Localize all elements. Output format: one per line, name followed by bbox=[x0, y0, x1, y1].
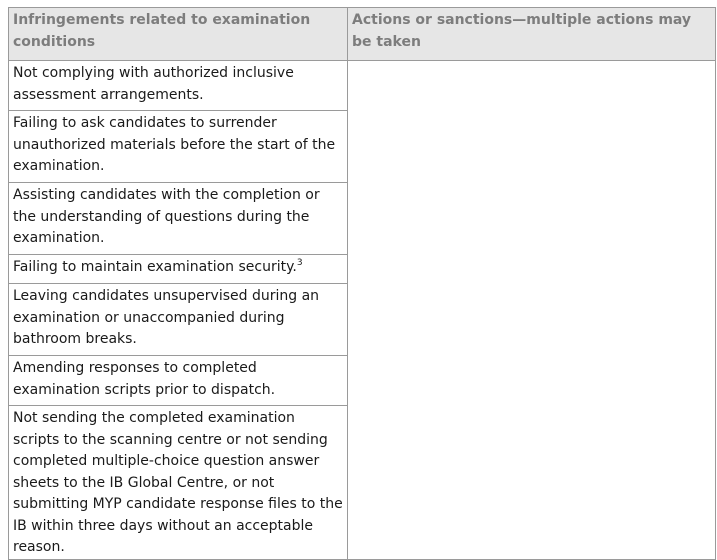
infringement-cell: Failing to ask candidates to surrender unauthorized materials before the start of the examination. bbox=[9, 111, 348, 183]
infringement-cell bbox=[9, 255, 348, 284]
infringement-cell: Assisting candidates with the completion or the understanding of questions during the examination. bbox=[9, 183, 348, 255]
infringement-cell: Amending responses to completed examination scripts prior to dispatch. bbox=[9, 356, 348, 406]
infringement-cell: Leaving candidates unsupervised during an examination or unaccompanied during bathroom breaks. bbox=[9, 284, 348, 356]
table-header-row bbox=[9, 8, 716, 61]
infringement-cell: Not complying with authorized inclusive assessment arrangements. bbox=[9, 61, 348, 111]
infringement-cell: Not sending the completed examination scripts to the scanning centre or not sending completed multiple-choice question answer sheets to the IB Global Centre, or not submitting MYP candidate response files to the IB within three days without an acceptable reason. bbox=[9, 406, 348, 560]
infringements-table bbox=[8, 7, 716, 560]
footnote-marker: 3 bbox=[296, 258, 303, 268]
header-infringements: Infringements related to examination conditions bbox=[9, 8, 348, 61]
infringement-text: Failing to maintain examination security. bbox=[13, 259, 297, 275]
header-actions-sanctions: Actions or sanctions—multiple actions may be taken bbox=[348, 8, 716, 61]
table-row bbox=[9, 61, 716, 111]
actions-sanctions-cell bbox=[348, 61, 716, 560]
